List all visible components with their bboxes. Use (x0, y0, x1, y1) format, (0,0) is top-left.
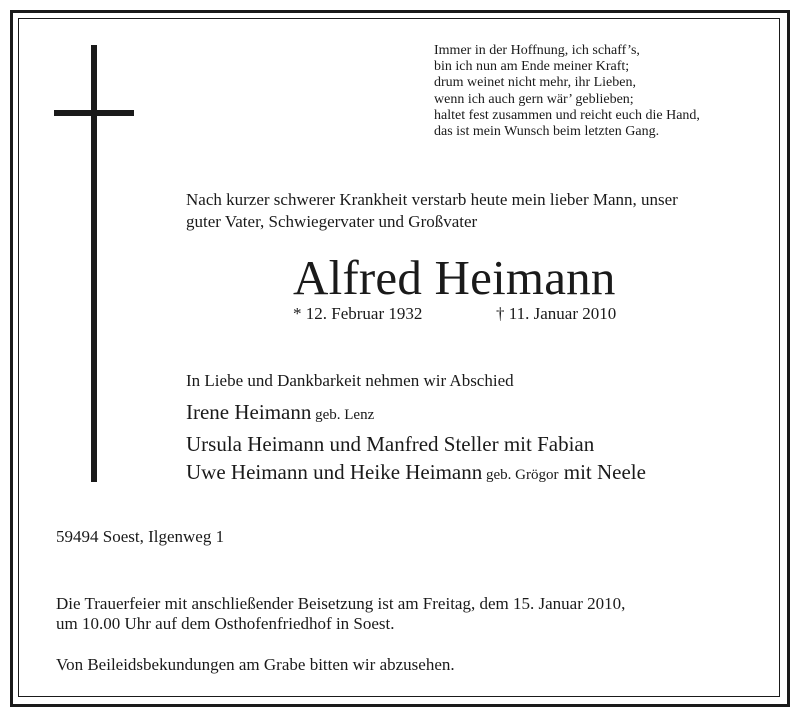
birth-date: * 12. Februar 1932 (293, 304, 423, 323)
mourner-maiden-name: geb. Lenz (311, 407, 375, 423)
deceased-name: Alfred Heimann (293, 250, 616, 305)
poem-line: drum weinet nicht mehr, ihr Lieben, (434, 75, 636, 91)
family-address: 59494 Soest, Ilgenweg 1 (56, 527, 225, 546)
poem-line: Immer in der Hoffnung, ich schaff’s, (434, 43, 640, 58)
cross-horizontal-bar (54, 110, 134, 116)
mourner-maiden-name: geb. Grögor (482, 467, 559, 483)
mourner-name: Uwe Heimann und Heike Heimann (186, 460, 483, 484)
poem-line: wenn ich auch gern wär’ geblieben; (434, 91, 634, 107)
announcement-intro (186, 189, 758, 233)
funeral-details (56, 594, 625, 634)
poem-line: das ist mein Wunsch beim letzten Gang. (434, 124, 660, 140)
mourner-row (186, 458, 646, 490)
condolence-note: Von Beileidsbekundungen am Grabe bitten wir abzusehen. (56, 655, 455, 674)
intro-line: Nach kurzer schwerer Krankheit verstarb heute mein lieber Mann, unser (186, 190, 678, 209)
mourner-row (186, 398, 646, 430)
mourner-suffix: mit Neele (558, 460, 646, 484)
mourner-name: Irene Heimann (186, 400, 312, 424)
poem-line: haltet fest zusammen und reicht euch die Hand, (434, 107, 700, 123)
funeral-line: Die Trauerfeier mit anschließender Beisetzung ist am Freitag, dem 15. Januar 2010, (56, 594, 626, 613)
intro-line: guter Vater, Schwiegervater und Großvater (186, 212, 478, 231)
poem-verse (434, 43, 774, 140)
mourners-list (186, 398, 646, 490)
mourner-name: Ursula Heimann und Manfred Steller mit Fabian (186, 431, 595, 456)
funeral-line: um 10.00 Uhr auf dem Osthofenfriedhof in Soest. (56, 614, 395, 633)
death-date: † 11. Januar 2010 (496, 304, 617, 323)
mourner-row (186, 430, 646, 459)
farewell-line: In Liebe und Dankbarkeit nehmen wir Abschied (186, 371, 514, 390)
poem-line: bin ich nun am Ende meiner Kraft; (434, 59, 630, 75)
